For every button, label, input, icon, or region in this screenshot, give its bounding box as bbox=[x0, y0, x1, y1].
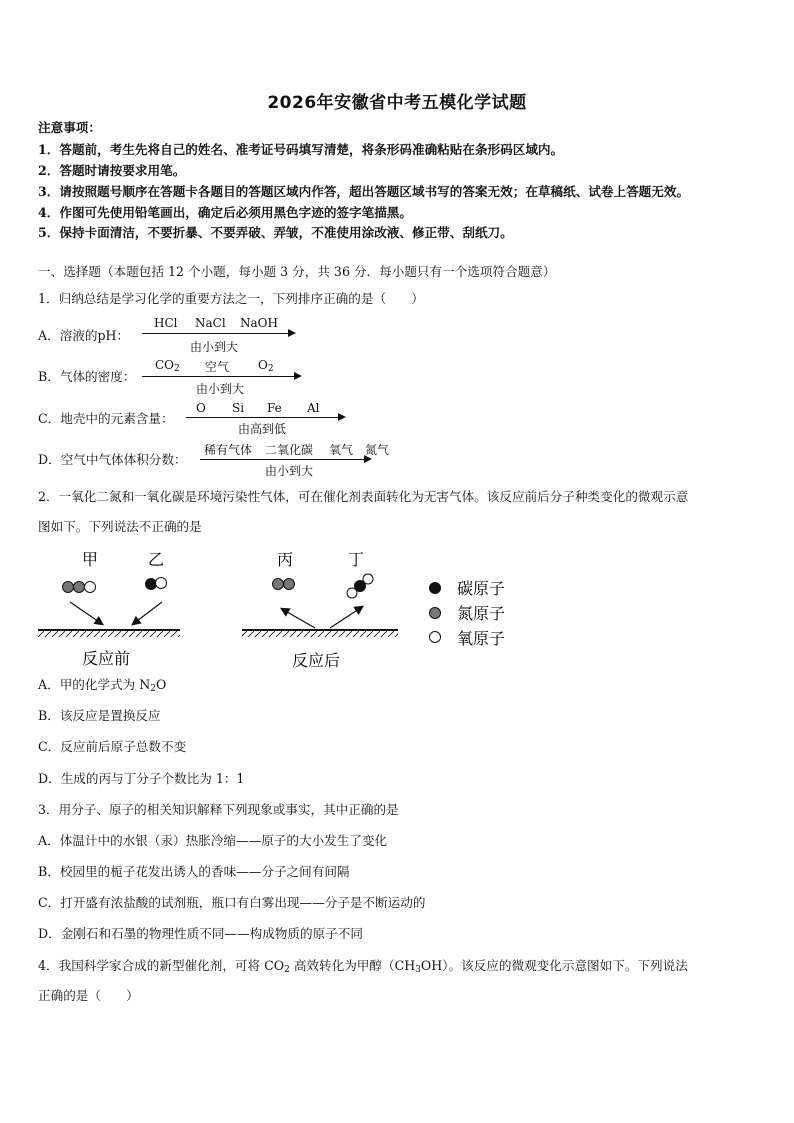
q1-c-item: Fe bbox=[267, 401, 282, 415]
page-title: 2026年安徽省中考五模化学试题 bbox=[267, 93, 527, 113]
q3-option-c: C．打开盛有浓盐酸的试剂瓶，瓶口有白雾出现——分子是不断运动的 bbox=[38, 895, 426, 910]
legend-carbon: 碳原子 bbox=[457, 579, 506, 598]
notice-item: 1．答题前，考生先将自己的姓名、准考证号码填写清楚，将条形码准确粘贴在条形码区域内。 bbox=[38, 142, 564, 157]
molecule-yi bbox=[146, 578, 167, 590]
arrow-in-yi bbox=[133, 602, 162, 624]
q1-a-item: HCl bbox=[154, 316, 178, 330]
notice-item: 3．请按照题号顺序在答题卡各题目的答题区域内作答，超出答题区域书写的答案无效；在草稿纸、试卷上答题无效。 bbox=[38, 184, 690, 199]
q2-reaction-diagram bbox=[30, 540, 530, 675]
question-4-stem-cont: 正确的是（ ） bbox=[38, 988, 139, 1003]
legend-oxygen: 氧原子 bbox=[457, 629, 506, 648]
q1-c-order: 由高到低 bbox=[238, 422, 287, 436]
q3-option-d: D．金刚石和石墨的物理性质不同——构成物质的原子不同 bbox=[38, 926, 363, 941]
label-after: 反应后 bbox=[292, 651, 341, 670]
legend-carbon-icon bbox=[430, 583, 441, 594]
question-2-stem: 2．一氧化二氮和一氧化碳是环境污染性气体，可在催化剂表面转化为无害气体。该反应前后分子种类变化的微观示意 bbox=[38, 489, 689, 504]
q1-option-a-label: A．溶液的pH： bbox=[38, 328, 130, 343]
catalyst-surface-before bbox=[38, 630, 180, 637]
legend-nitrogen: 氮原子 bbox=[457, 604, 506, 623]
q1-d-item: 氧气 bbox=[329, 443, 354, 457]
q1-b-item: $O_2$ bbox=[258, 358, 274, 374]
q3-option-a: A．体温计中的水银（汞）热胀冷缩——原子的大小发生了变化 bbox=[38, 833, 388, 848]
notice-item: 2．答题时请按要求用笔。 bbox=[38, 163, 186, 178]
q1-b-item: 空气 bbox=[205, 360, 230, 374]
q1-a-order: 由小到大 bbox=[190, 340, 239, 354]
q1-d-item: 氮气 bbox=[365, 443, 390, 457]
q2-option-b: B．该反应是置换反应 bbox=[38, 708, 161, 723]
arrow-out-bing bbox=[282, 609, 315, 628]
q1-b-item: $CO_2$ bbox=[155, 358, 180, 374]
molecule-bing bbox=[273, 579, 295, 590]
q1-option-d-label: D．空气中气体体积分数： bbox=[38, 452, 187, 467]
arrow-in-jia bbox=[70, 602, 102, 624]
question-4-stem: 4．我国科学家合成的新型催化剂，可将 $CO_2$ 高效转化为甲醇$(CH_3OH)$。该反应的微观变化示意图如下。下列说法 bbox=[38, 958, 688, 975]
notice-item: 4．作图可先使用铅笔画出，确定后必须用黑色字迹的签字笔描黑。 bbox=[38, 205, 412, 220]
q2-option-d: D．生成的丙与丁分子个数比为 1：1 bbox=[38, 771, 245, 786]
q1-c-item: O bbox=[196, 401, 206, 415]
notice-item: 5．保持卡面清洁，不要折暴、不要弄破、弄皱，不准使用涂改液、修正带、刮纸刀。 bbox=[38, 225, 513, 240]
molecule-ding bbox=[347, 574, 373, 598]
label-bing: 丙 bbox=[277, 550, 294, 569]
q1-b-arrow bbox=[142, 376, 300, 377]
arrow-out-ding bbox=[330, 607, 362, 628]
q1-c-item: Si bbox=[232, 401, 245, 415]
q1-a-item: NaCl bbox=[195, 316, 226, 330]
q1-c-arrow bbox=[186, 417, 344, 418]
q1-a-item: NaOH bbox=[240, 316, 278, 330]
q1-option-b-label: B．气体的密度： bbox=[38, 369, 136, 384]
question-1-stem: 1．归纳总结是学习化学的重要方法之一，下列排序正确的是（ ） bbox=[38, 291, 424, 306]
q1-option-c-label: C．地壳中的元素含量： bbox=[38, 411, 174, 426]
question-3-stem: 3．用分子、原子的相关知识解释下列现象或事实，其中正确的是 bbox=[38, 802, 399, 817]
legend bbox=[430, 579, 506, 648]
q1-a-arrow bbox=[142, 333, 294, 334]
molecule-jia bbox=[63, 582, 96, 593]
label-before: 反应前 bbox=[82, 649, 131, 668]
section-heading: 一、选择题（本题包括 12 个小题，每小题 3 分，共 36 分．每小题只有一个选项符合题意） bbox=[38, 264, 556, 279]
q1-d-order: 由小到大 bbox=[265, 464, 314, 478]
q1-c-item: Al bbox=[307, 401, 320, 415]
legend-nitrogen-icon bbox=[430, 608, 441, 619]
q1-d-item: 稀有气体 bbox=[204, 443, 253, 457]
q2-option-a: A．甲的化学式为 $N_2O$ bbox=[38, 677, 167, 694]
legend-oxygen-icon bbox=[430, 632, 441, 643]
label-ding: 丁 bbox=[348, 550, 365, 569]
q3-option-b: B．校园里的栀子花发出诱人的香味——分子之间有间隔 bbox=[38, 864, 350, 879]
label-yi: 乙 bbox=[148, 550, 165, 569]
catalyst-surface-after bbox=[242, 630, 398, 637]
q1-d-item: 二氧化碳 bbox=[265, 443, 314, 457]
notice-heading: 注意事项： bbox=[38, 120, 101, 135]
q1-d-arrow bbox=[200, 459, 370, 460]
q2-option-c: C．反应前后原子总数不变 bbox=[38, 739, 187, 754]
label-jia: 甲 bbox=[82, 550, 99, 569]
q1-b-order: 由小到大 bbox=[196, 382, 245, 396]
question-2-stem-cont: 图如下。下列说法不正确的是 bbox=[38, 519, 202, 534]
